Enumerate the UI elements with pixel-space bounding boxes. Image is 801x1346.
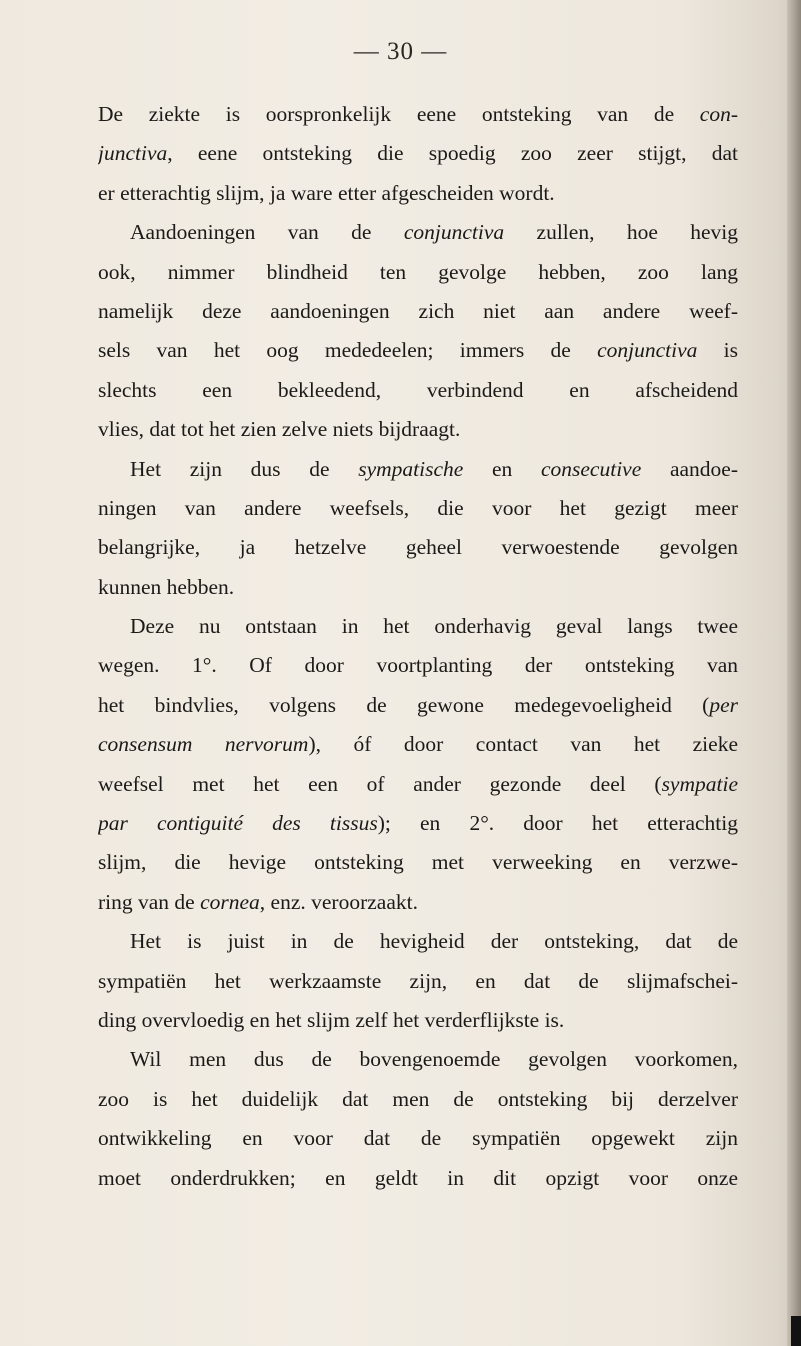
- italic-text-segment: consecutive: [540, 456, 642, 481]
- text-line: [98, 292, 738, 331]
- italic-text-segment: conjunctiva: [597, 338, 698, 363]
- text-segment: het bindvlies, volgens de gewone medegevoeligheid (: [98, 692, 710, 717]
- text-segment: ); en 2°. door het etterachtig: [377, 811, 738, 836]
- text-line: [98, 646, 738, 685]
- text-line: [98, 725, 738, 764]
- italic-text-segment: consensum nervorum: [98, 732, 309, 757]
- text-segment: ook, nimmer blindheid ten gevolge hebben, zoo lang: [98, 259, 738, 284]
- text-segment: Het zijn dus de: [130, 456, 359, 481]
- text-segment: ding overvloedig en het slijm zelf het verderflijkste is.: [98, 1007, 565, 1032]
- text-segment: zoo is het duidelijk dat men de ontsteking bij derzelver: [98, 1086, 738, 1111]
- text-segment: Deze nu ontstaan in het onderhavig geval langs twee: [130, 614, 738, 639]
- text-line: [98, 489, 738, 528]
- text-line: [98, 1040, 738, 1079]
- text-segment: en: [463, 456, 541, 481]
- text-segment: De ziekte is oorspronkelijk eene ontsteking van de: [98, 102, 700, 126]
- text-segment: weefsel met het een of ander gezonde deel (: [98, 771, 662, 796]
- text-segment: Het is juist in de hevigheid der ontsteking, dat de: [130, 929, 738, 954]
- text-line: [98, 922, 738, 961]
- text-line: [98, 765, 738, 804]
- text-line: [98, 253, 738, 292]
- text-segment: er etterachtig slijm, ja ware etter afgescheiden wordt.: [98, 180, 555, 205]
- text-line: [98, 607, 738, 646]
- text-segment: ontwikkeling en voor dat de sympatiën opgewekt zijn: [98, 1126, 738, 1151]
- text-segment: moet onderdrukken; en geldt in dit opzigt voor onze: [98, 1165, 738, 1190]
- text-segment: ), óf door contact van het zieke: [308, 732, 738, 757]
- text-line: [98, 410, 738, 449]
- text-line: [98, 1080, 738, 1119]
- text-line: [98, 371, 738, 410]
- text-segment: Aandoeningen van de: [130, 220, 404, 245]
- text-line: [98, 213, 738, 252]
- page-corner-shadow: [791, 1316, 801, 1346]
- text-segment: is: [697, 338, 738, 363]
- text-line: [98, 331, 738, 370]
- text-line: [98, 134, 738, 173]
- italic-text-segment: conjunctiva: [403, 220, 505, 245]
- text-segment: slijm, die hevige ontsteking met verweeking en verzwe-: [98, 850, 738, 875]
- page-number: — 30 —: [353, 38, 448, 65]
- text-segment: namelijk deze aandoeningen zich niet aan andere weef-: [98, 298, 738, 323]
- text-segment: vlies, dat tot het zien zelve niets bijdraagt.: [98, 417, 461, 442]
- text-line: [98, 883, 738, 922]
- text-line: [98, 1119, 738, 1158]
- text-line: [98, 528, 738, 567]
- body-text: [98, 95, 738, 1198]
- text-segment: belangrijke, ja hetzelve geheel verwoestende gevolgen: [98, 535, 738, 560]
- text-line: [98, 804, 738, 843]
- text-segment: zullen, hoe hevig: [504, 220, 738, 245]
- text-line: [98, 1001, 738, 1040]
- text-line: [98, 686, 738, 725]
- text-line: [98, 568, 738, 607]
- italic-text-segment: con-: [699, 102, 738, 126]
- text-segment: wegen. 1°. Of door voortplanting der ontsteking van: [98, 653, 738, 678]
- text-segment: kunnen hebben.: [98, 574, 235, 599]
- text-segment: ring van de: [98, 889, 201, 914]
- text-segment: ningen van andere weefsels, die voor het gezigt meer: [98, 495, 738, 520]
- text-segment: sels van het oog mededeelen; immers de: [98, 338, 598, 363]
- text-segment: slechts een bekleedend, verbindend en afscheidend: [98, 377, 738, 402]
- text-line: [98, 174, 738, 213]
- text-line: [98, 843, 738, 882]
- italic-text-segment: sympatische: [358, 456, 464, 481]
- italic-text-segment: cornea: [200, 889, 260, 914]
- text-segment: aandoe-: [641, 456, 738, 481]
- text-segment: sympatiën het werkzaamste zijn, en dat de slijmafschei-: [98, 968, 738, 993]
- text-segment: , eene ontsteking die spoedig zoo zeer stijgt, dat: [167, 141, 738, 166]
- page-binding-edge: [787, 0, 801, 1346]
- text-line: [98, 1159, 738, 1198]
- italic-text-segment: per: [709, 692, 738, 717]
- text-segment: Wil men dus de bovengenoemde gevolgen voorkomen,: [130, 1047, 738, 1072]
- text-segment: , enz. veroorzaakt.: [259, 889, 418, 914]
- italic-text-segment: sympatie: [661, 771, 738, 796]
- text-line: [98, 95, 738, 134]
- italic-text-segment: par contiguité des tissus: [98, 811, 378, 836]
- italic-text-segment: junctiva: [98, 141, 168, 166]
- text-line: [98, 450, 738, 489]
- text-line: [98, 962, 738, 1001]
